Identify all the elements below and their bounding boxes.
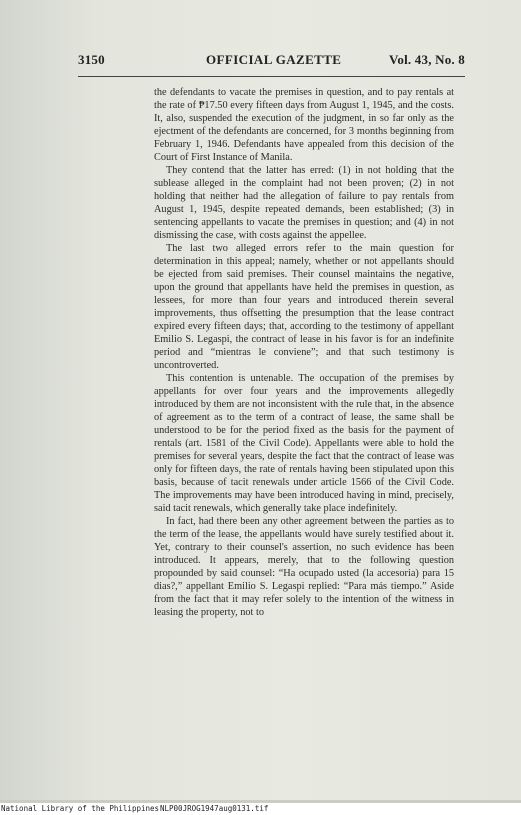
- publication-title: OFFICIAL GAZETTE: [206, 52, 342, 67]
- header-rule: [78, 76, 465, 77]
- body-text: [154, 86, 454, 619]
- paragraph: In fact, had there been any other agreement between the parties as to the term of the lease, the appellants would have surely testified about it. Yet, contrary to their counsel's assertion, no such evidence has been introduced. It appears, merely, that to the following question propounded by said counsel: “Ha ocupado usted (la accesoria) para 15 dias?,” appellant Emilio S. Legaspi replied: “Para más tiempo.” Aside from the fact that it may refer solely to the intention of the witness in leasing the property, not to: [154, 516, 454, 618]
- paragraph: The last two alleged errors refer to the main question for determination in this appeal; namely, whether or not appellants should be ejected from said premises. Their counsel maintains the negative, upon the ground that appellants have held the premises in question, as lessees, for more than four years and introduced therein several improvements, thus offsetting the presumption that the lease contract expired every fifteen days; that, according to the testimony of appellant Emilio S. Legaspi, the contract of lease in his favor is for an indefinite period and “mientras le conviene”; and that such testimony is uncontroverted.: [154, 243, 454, 371]
- page-number: 3150: [78, 52, 105, 67]
- paragraph: This contention is untenable. The occupation of the premises by appellants for over four years and the improvements allegedly introduced by them are not inconsistent with the rule that, in the absence of agreement as to the term of a contract of lease, the same shall be understood to be for the period fixed as the basis for the payment of rentals (art. 1581 of the Civil Code). Appellants were able to hold the premises for several years, despite the fact that the contract of lease was only for fifteen days, the rate of rentals having been stipulated upon this basis, because of tacit renewals under article 1566 of the Civil Code. The improvements may have been introduced having in mind, precisely, said tacit renewals, which generally take place indefinitely.: [154, 373, 454, 514]
- volume-number: Vol. 43, No. 8: [389, 52, 465, 67]
- scan-footer: [0, 803, 521, 815]
- paragraph: the defendants to vacate the premises in question, and to pay rentals at the rate of ₱17.50 every fifteen days from August 1, 1945, and the costs. It, also, suspended the execution of the judgment, in so far only as the ejectment of the defendants are concerned, for 3 months beginning from February 1, 1946. Defendants have appealed from this decision of the Court of First Instance of Manila.: [154, 87, 454, 163]
- scan-source: National Library of the Philippines: [1, 804, 160, 813]
- scan-filename: NLP00JROG1947aug0131.tif: [160, 804, 269, 813]
- paragraph: They contend that the latter has erred: (1) in not holding that the sublease alleged in the complaint had not been proven; (2) in not holding that neither had the allegation of failure to pay rentals from August 1, 1945, despite repeated demands, been established; (3) in sentencing appellants to vacate the premises in question; and (4) in not dismissing the case, with costs against the appellee.: [154, 165, 454, 241]
- page-header: [78, 52, 465, 72]
